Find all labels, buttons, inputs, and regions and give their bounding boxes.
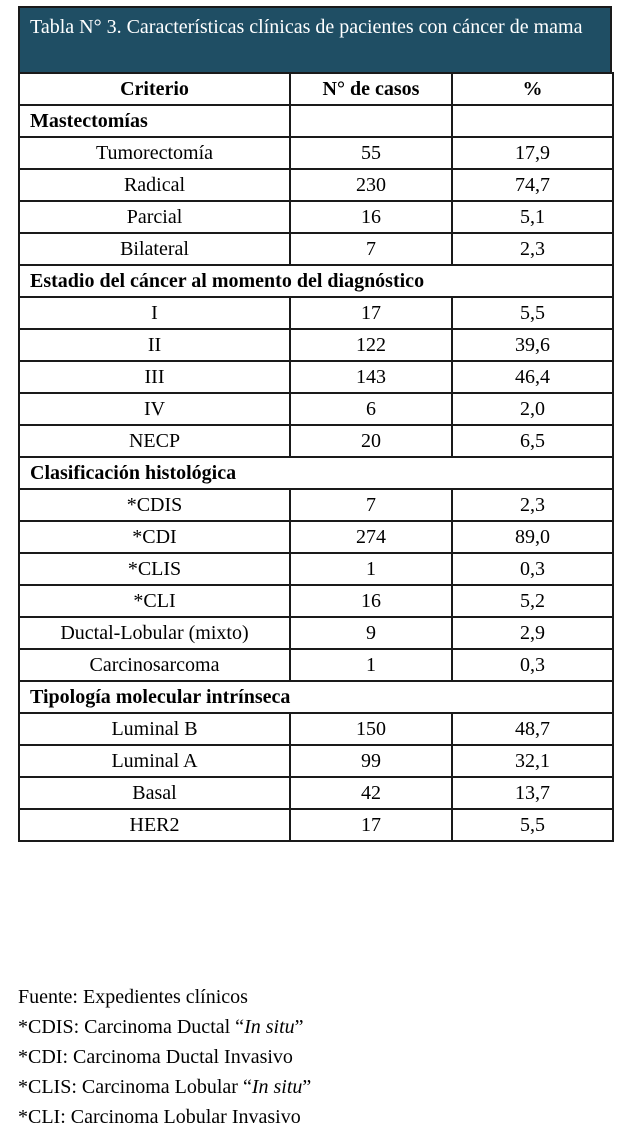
cell-pct: 5,2 [452, 585, 613, 617]
note-cdis [18, 1012, 311, 1042]
cell-pct: 2,3 [452, 489, 613, 521]
table-row [19, 201, 613, 233]
note-clis-italic: In situ [251, 1076, 303, 1098]
cell-casos: 99 [290, 745, 452, 777]
table-row [19, 745, 613, 777]
header-casos: N° de casos [290, 73, 452, 105]
footnotes [18, 982, 311, 1132]
cell-casos: 1 [290, 649, 452, 681]
cell-casos: 6 [290, 393, 452, 425]
cell-criterio: IV [19, 393, 290, 425]
table-row [19, 489, 613, 521]
table-row [19, 361, 613, 393]
note-cdis-italic: In situ [244, 1016, 295, 1038]
cell-casos: 150 [290, 713, 452, 745]
note-fuente: Fuente: Expedientes clínicos [18, 986, 248, 1008]
table-row [19, 713, 613, 745]
cell-pct: 13,7 [452, 777, 613, 809]
cell-pct: 17,9 [452, 137, 613, 169]
table-row [19, 297, 613, 329]
note-clis-suffix: ” [302, 1076, 312, 1098]
cell-criterio: Tumorectomía [19, 137, 290, 169]
clinical-table [18, 72, 614, 842]
cell-criterio: Luminal B [19, 713, 290, 745]
header-row [19, 73, 613, 105]
header-pct: % [452, 73, 613, 105]
cell-pct: 89,0 [452, 521, 613, 553]
table-row [19, 329, 613, 361]
cell-criterio: Basal [19, 777, 290, 809]
cell-casos: 55 [290, 137, 452, 169]
table-row [19, 169, 613, 201]
cell-criterio: Carcinosarcoma [19, 649, 290, 681]
table-row [19, 425, 613, 457]
cell-casos: 17 [290, 297, 452, 329]
group-label: Estadio del cáncer al momento del diagnóstico [19, 265, 613, 297]
cell-criterio: Bilateral [19, 233, 290, 265]
cell-criterio: NECP [19, 425, 290, 457]
group-row [19, 457, 613, 489]
cell-pct: 32,1 [452, 745, 613, 777]
cell-pct: 39,6 [452, 329, 613, 361]
cell-pct: 6,5 [452, 425, 613, 457]
cell-pct: 5,1 [452, 201, 613, 233]
table-title: Tabla N° 3. Características clínicas de pacientes con cáncer de mama [18, 6, 612, 72]
note-cdis-prefix: *CDIS: Carcinoma Ductal “ [18, 1016, 245, 1038]
table-container [18, 6, 612, 842]
cell-pct: 48,7 [452, 713, 613, 745]
group-row [19, 265, 613, 297]
note-clis-prefix: *CLIS: Carcinoma Lobular “ [18, 1076, 252, 1098]
group-label: Tipología molecular intrínseca [19, 681, 613, 713]
cell-criterio: *CDIS [19, 489, 290, 521]
cell-pct: 0,3 [452, 553, 613, 585]
table-row [19, 393, 613, 425]
group-label: Clasificación histológica [19, 457, 613, 489]
table-row [19, 617, 613, 649]
table-row [19, 553, 613, 585]
group-empty-cell [452, 105, 613, 137]
cell-casos: 9 [290, 617, 452, 649]
cell-criterio: HER2 [19, 809, 290, 841]
table-row [19, 233, 613, 265]
cell-pct: 5,5 [452, 297, 613, 329]
cell-criterio: I [19, 297, 290, 329]
group-row [19, 105, 613, 137]
cell-criterio: *CLI [19, 585, 290, 617]
cell-casos: 230 [290, 169, 452, 201]
header-criterio: Criterio [19, 73, 290, 105]
cell-criterio: Parcial [19, 201, 290, 233]
cell-criterio: II [19, 329, 290, 361]
cell-pct: 2,9 [452, 617, 613, 649]
cell-casos: 143 [290, 361, 452, 393]
cell-casos: 20 [290, 425, 452, 457]
cell-casos: 7 [290, 233, 452, 265]
table-row [19, 585, 613, 617]
table-row [19, 777, 613, 809]
table-body [19, 105, 613, 841]
group-row [19, 681, 613, 713]
table-row [19, 521, 613, 553]
cell-criterio: Ductal-Lobular (mixto) [19, 617, 290, 649]
cell-pct: 2,3 [452, 233, 613, 265]
group-label: Mastectomías [19, 105, 290, 137]
table-row [19, 137, 613, 169]
cell-casos: 274 [290, 521, 452, 553]
cell-pct: 0,3 [452, 649, 613, 681]
note-cli: *CLI: Carcinoma Lobular Invasivo [18, 1106, 301, 1128]
table-row [19, 649, 613, 681]
cell-criterio: *CDI [19, 521, 290, 553]
cell-casos: 16 [290, 585, 452, 617]
group-empty-cell [290, 105, 452, 137]
cell-casos: 42 [290, 777, 452, 809]
cell-criterio: *CLIS [19, 553, 290, 585]
cell-pct: 46,4 [452, 361, 613, 393]
table-row [19, 809, 613, 841]
cell-casos: 16 [290, 201, 452, 233]
note-cdis-suffix: ” [294, 1016, 304, 1038]
cell-casos: 122 [290, 329, 452, 361]
cell-casos: 17 [290, 809, 452, 841]
cell-casos: 1 [290, 553, 452, 585]
cell-pct: 74,7 [452, 169, 613, 201]
cell-pct: 2,0 [452, 393, 613, 425]
cell-criterio: Radical [19, 169, 290, 201]
cell-pct: 5,5 [452, 809, 613, 841]
cell-criterio: Luminal A [19, 745, 290, 777]
cell-casos: 7 [290, 489, 452, 521]
note-cdi: *CDI: Carcinoma Ductal Invasivo [18, 1046, 293, 1068]
note-clis [18, 1072, 311, 1102]
cell-criterio: III [19, 361, 290, 393]
